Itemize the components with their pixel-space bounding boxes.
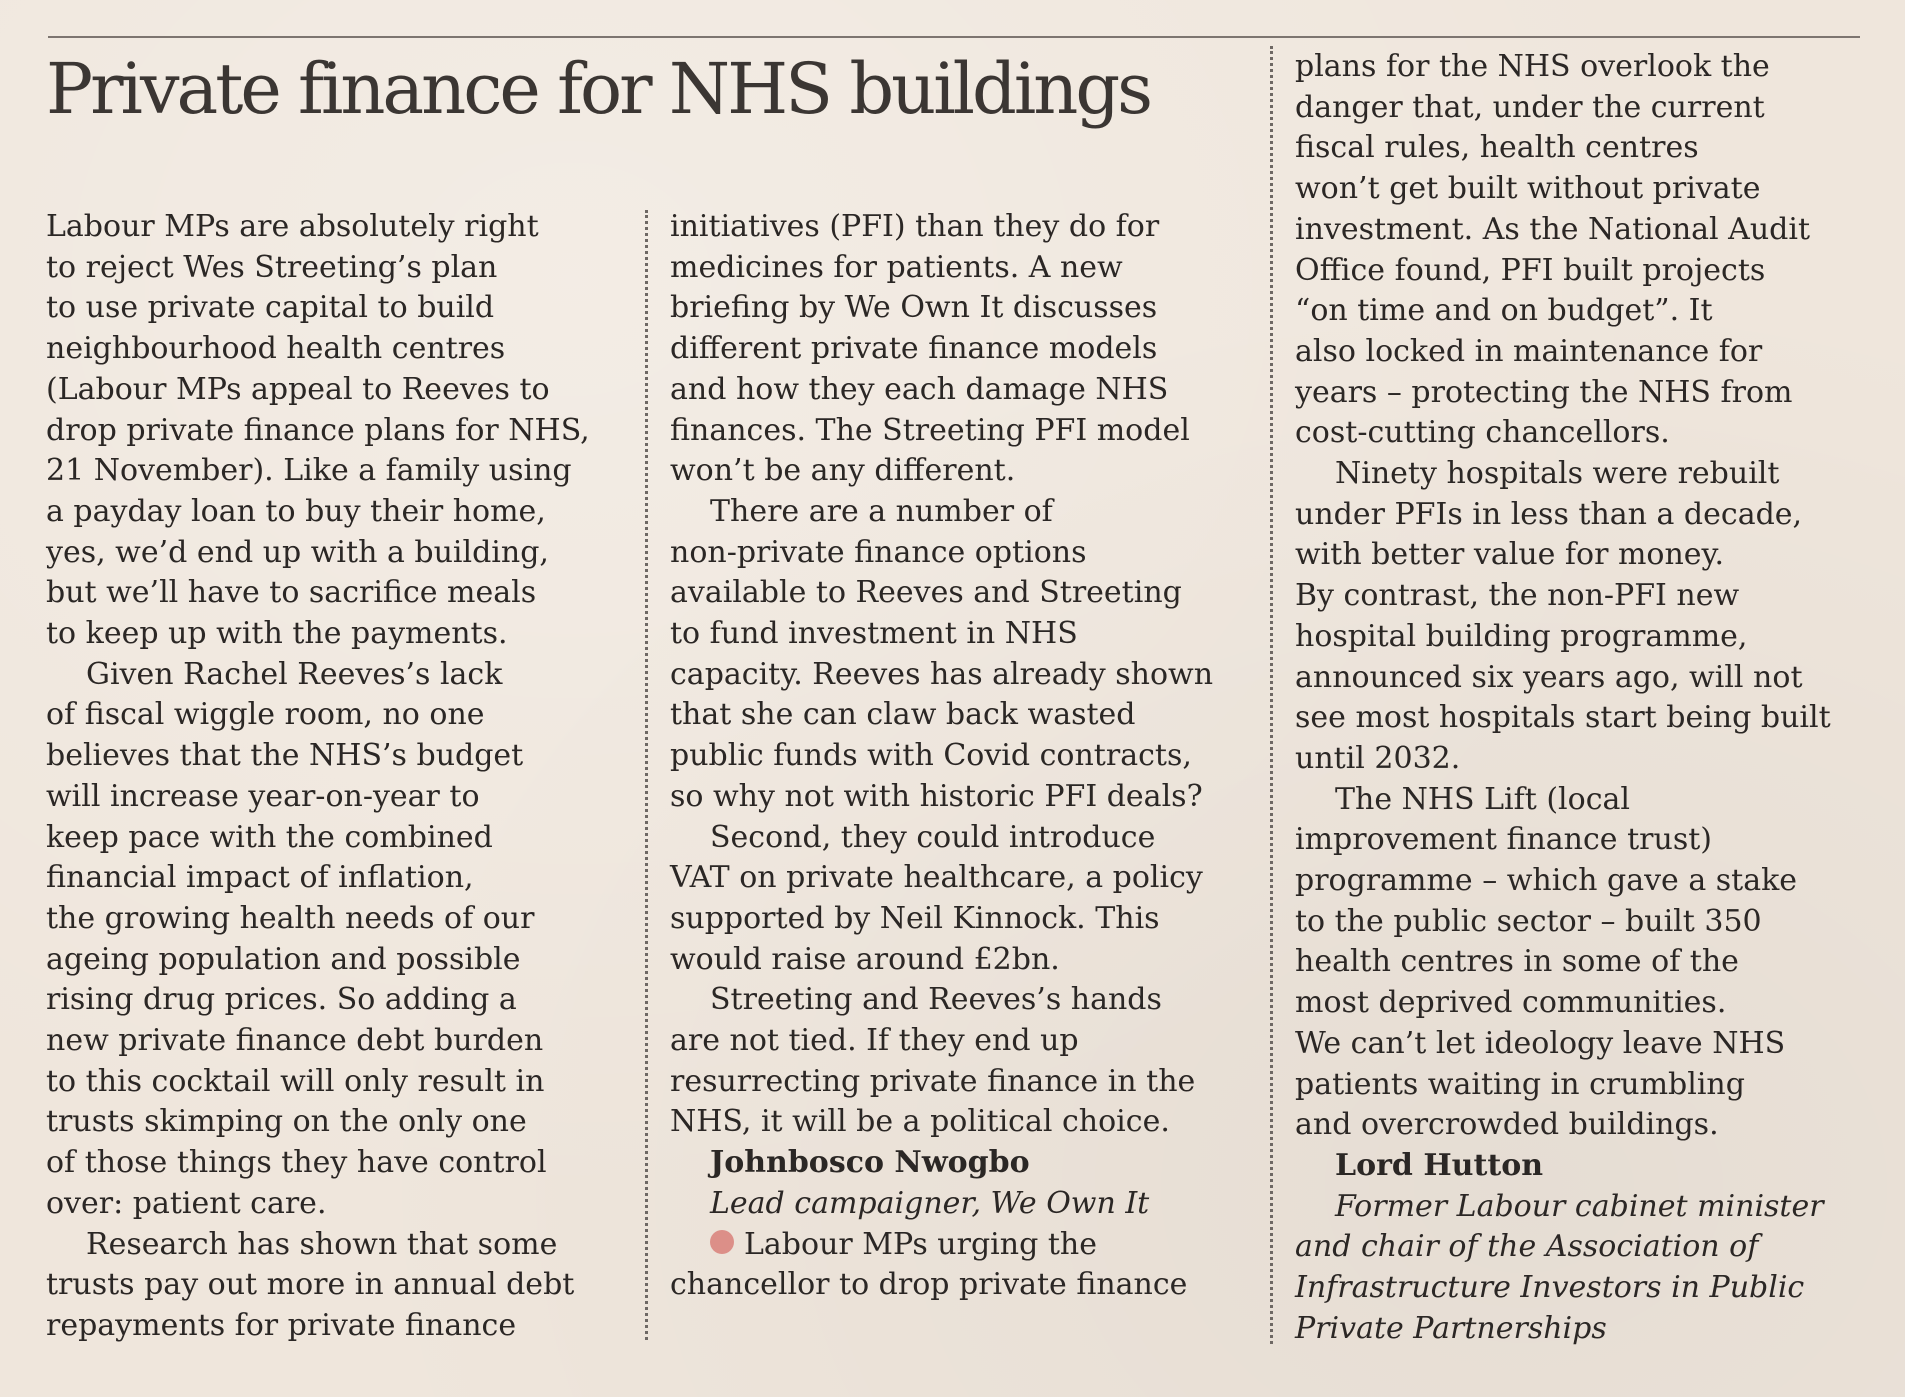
column-2	[670, 207, 1260, 1306]
letter1-paragraph-3: Research has shown that some trusts pay out more in annual debt repayments for private finance	[46, 1226, 575, 1343]
top-rule	[48, 36, 1860, 38]
bullet-dot-icon	[710, 1230, 734, 1254]
letter2-paragraph-2: Ninety hospitals were rebuilt under PFIs in less than a decade, with better value for money. By contrast, the non-PFI new hospital building programme, announced six years ago, will not see most hospitals start being built until 2032.	[1295, 456, 1831, 776]
column-1	[46, 207, 636, 1347]
letter2-author: Lord Hutton	[1335, 1147, 1544, 1183]
letter1-paragraph-3-continued: initiatives (PFI) than they do for medicines for patients. A new briefing by We Own It discusses different private finance models and how they each damage NHS finances. The Streeting PFI model won’t be any different.	[670, 209, 1190, 489]
headline: Private finance for NHS buildings	[46, 48, 1151, 130]
letter1-paragraph-2: Given Rachel Reeves’s lack of fiscal wiggle room, no one believes that the NHS’s budget will increase year-on-year to keep pace with the combined financial impact of inflation, the growing health needs of our ageing population and possible rising drug prices. So adding a new private finance debt burden to this cocktail will only result in trusts skimping on the only one of those things they have control over: patient care.	[46, 656, 547, 1221]
letter1-paragraph-5: Second, they could introduce VAT on private healthcare, a policy supported by Neil Kinnock. This would raise around £2bn.	[670, 819, 1203, 977]
letter1-paragraph-6: Streeting and Reeves’s hands are not tied. If they end up resurrecting private finance in the NHS, it will be a political choice.	[670, 982, 1196, 1140]
letter2-lead-text: Labour MPs urging the chancellor to drop private finance	[670, 1226, 1188, 1303]
letter1-author-role: Lead campaigner, We Own It	[710, 1185, 1150, 1221]
letter1-paragraph-1: Labour MPs are absolutely right to reject Wes Streeting’s plan to use private capital to build neighbourhood health centres (Labour MPs appeal to Reeves to drop private finance plans for NHS, 21 November). Like a family using a payday loan to buy their home, yes, we’d end up with a building, but we’ll have to sacrifice meals to keep up with the payments.	[46, 209, 590, 652]
letter2-paragraph-3: The NHS Lift (local improvement finance trust) programme – which gave a stake to the public sector – built 350 health centres in some of the most deprived communities. We can’t let ideology leave NHS patients waiting in crumbling and overcrowded buildings.	[1295, 781, 1798, 1143]
letter1-paragraph-4: There are a number of non-private finance options available to Reeves and Streeting to fund investment in NHS capacity. Reeves has already shown that she can claw back wasted public funds with Covid contracts, so why not with historic PFI deals?	[670, 493, 1214, 814]
column-3	[1295, 47, 1865, 1350]
letter2-lead	[670, 1225, 1260, 1306]
letter1-author: Johnbosco Nwogbo	[710, 1145, 1030, 1181]
letter2-paragraph-1-continued: plans for the NHS overlook the danger that, under the current fiscal rules, health centres won’t get built without private investment. As the National Audit Office found, PFI built projects “on time and on budget”. It also locked in maintenance for years – protecting the NHS from cost-cutting chancellors.	[1295, 49, 1811, 451]
letter2-author-role: Former Labour cabinet minister and chair of the Association of Infrastructure Investors in Public Private Partnerships	[1295, 1188, 1824, 1346]
column-divider-2	[1270, 46, 1273, 1344]
column-divider-1	[645, 210, 648, 1340]
